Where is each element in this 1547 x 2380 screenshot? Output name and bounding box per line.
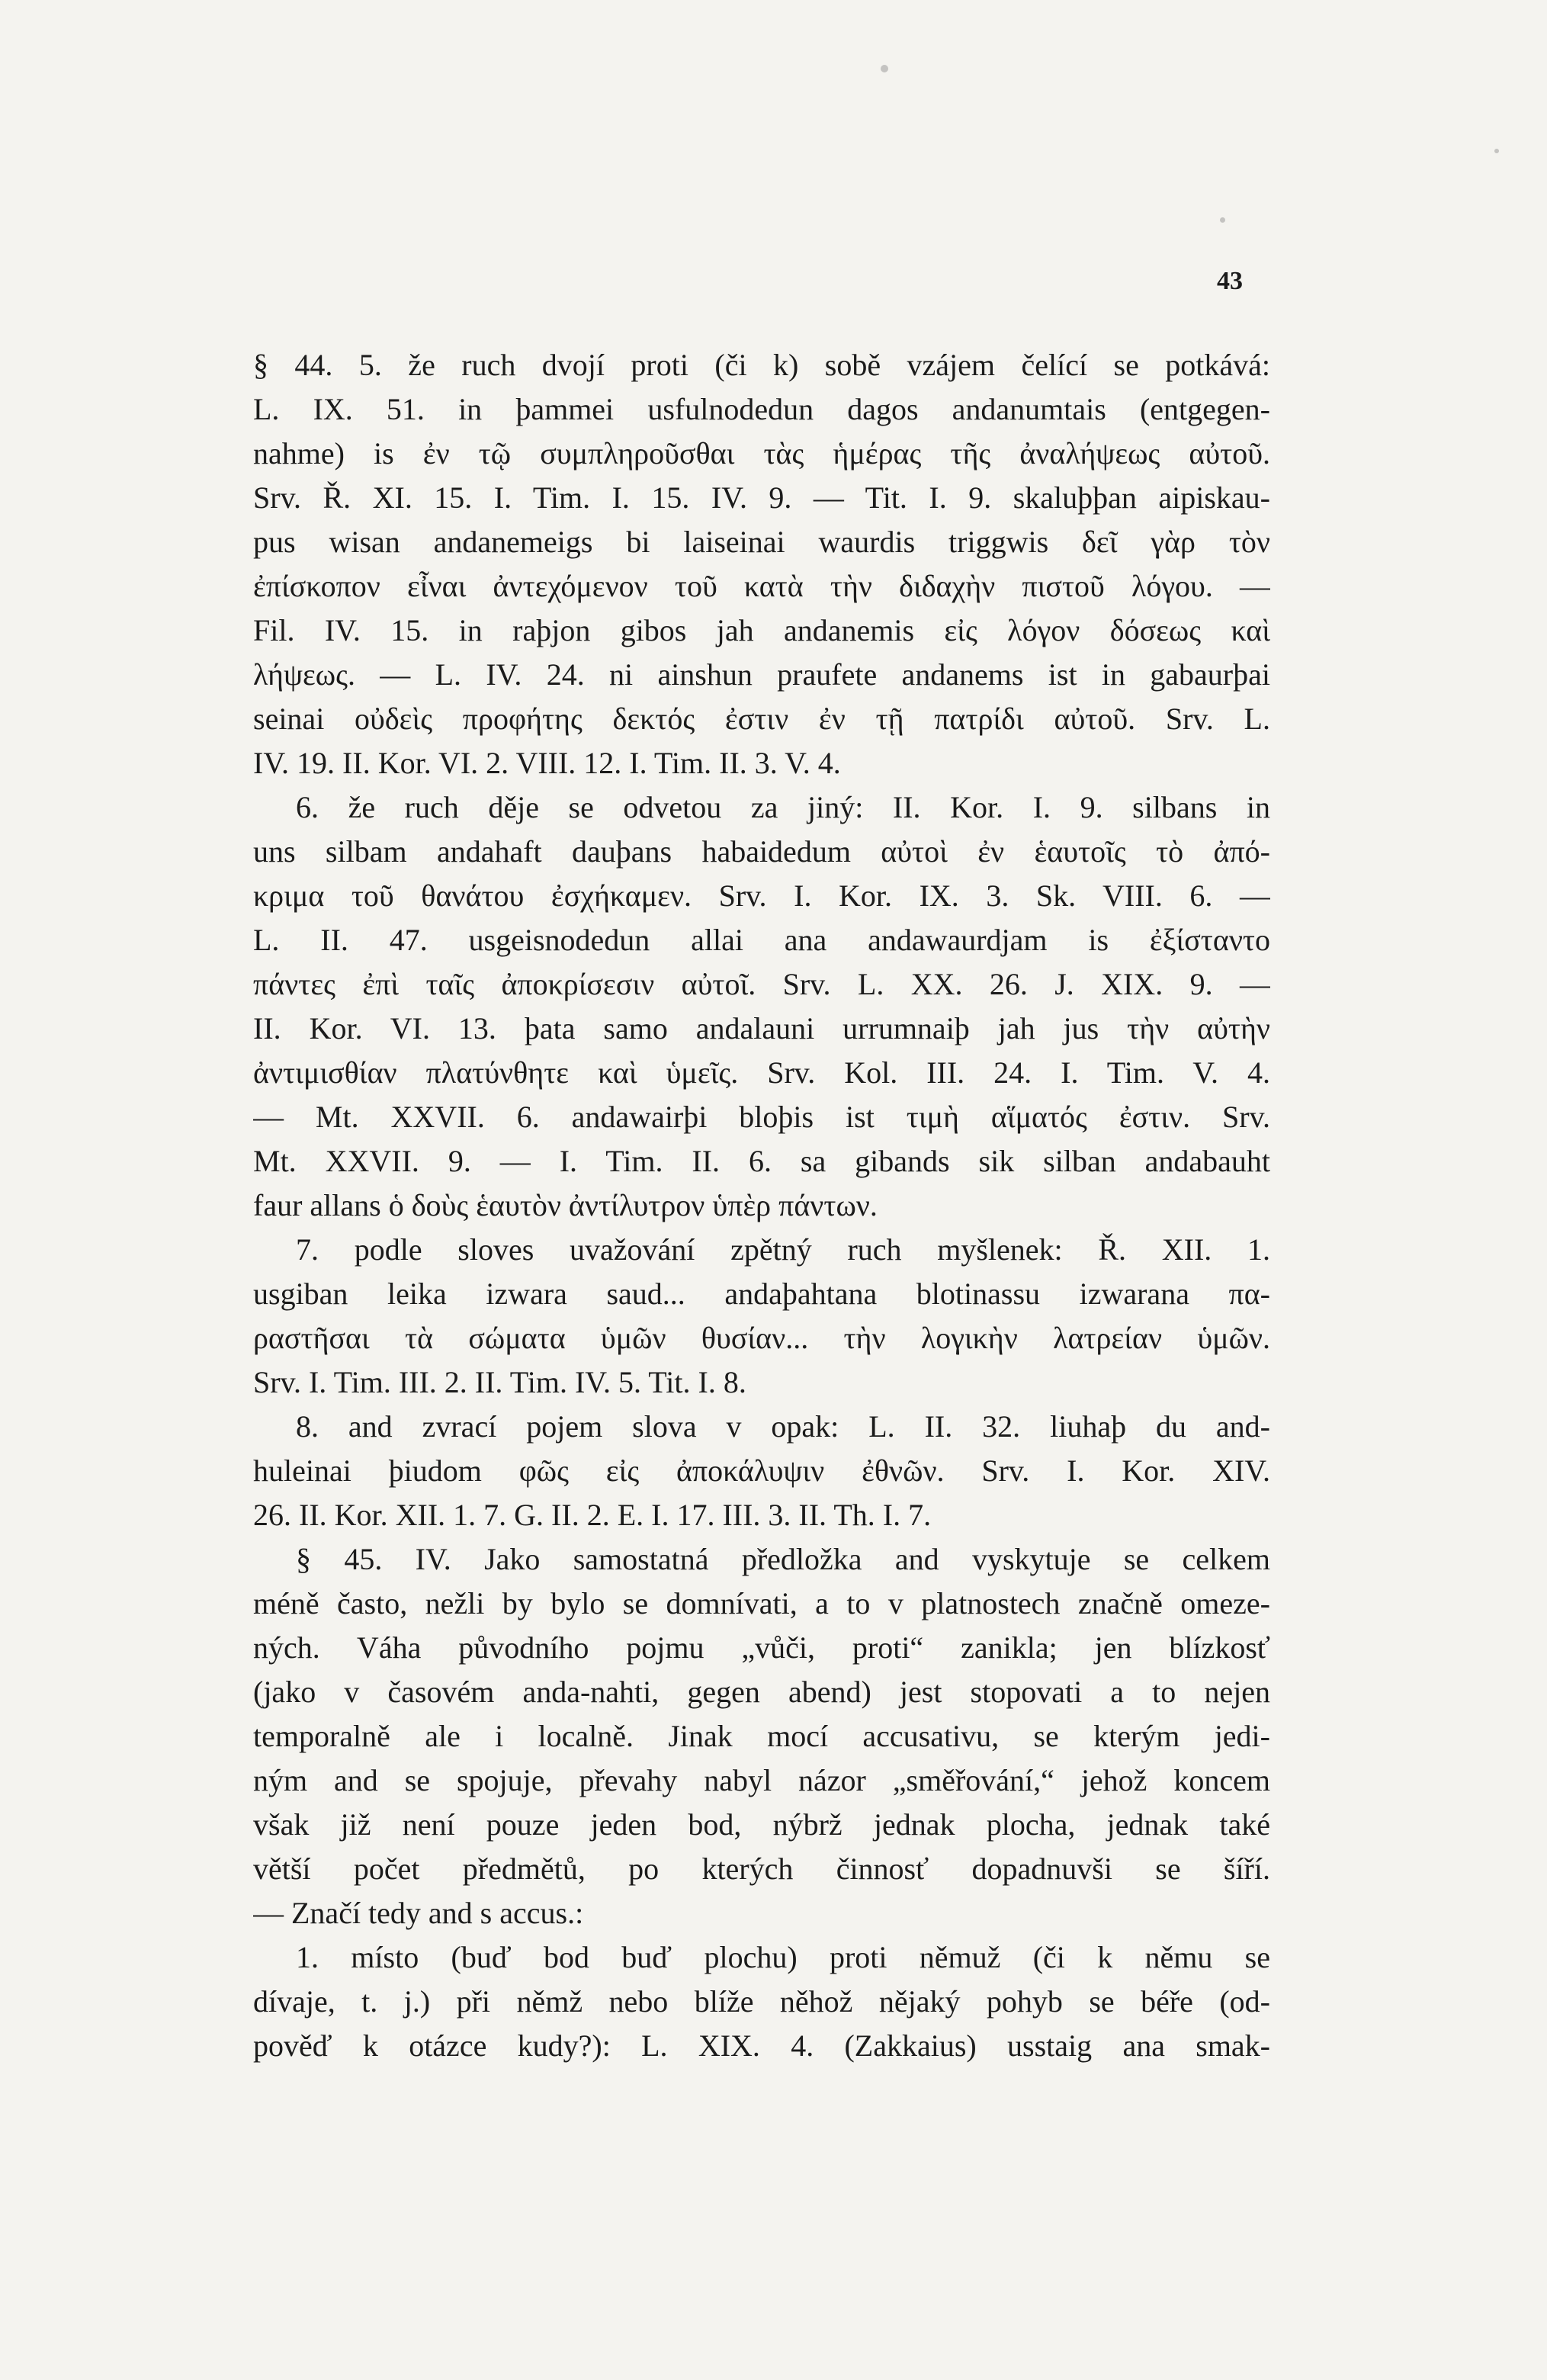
text-line: seinai οὐδεὶς προφήτης δεκτός ἐστιν ἐν τῇ πατρίδι αὐτοῦ. Srv. L. bbox=[253, 702, 1270, 736]
text-line: Mt. XXVII. 9. — I. Tim. II. 6. sa gibands sik silban andabauht bbox=[253, 1144, 1270, 1178]
text-line: Srv. Ř. XI. 15. I. Tim. I. 15. IV. 9. — Tit. I. 9. skaluþþan aipiskau- bbox=[253, 480, 1270, 515]
text-line: 7. podle sloves uvažování zpětný ruch myšlenek: Ř. XII. 1. bbox=[296, 1232, 1270, 1267]
text-line: ραστῆσαι τὰ σώματα ὑμῶν θυσίαν... τὴν λογικὴν λατρείαν ὑμῶν. bbox=[253, 1321, 1270, 1355]
body-text bbox=[253, 343, 1270, 2068]
text-line: 6. že ruch děje se odvetou za jiný: II. Kor. I. 9. silbans in bbox=[296, 790, 1270, 824]
text-line: § 44. 5. že ruch dvojí proti (či k) sobě vzájem čelící se potkává: bbox=[253, 348, 1270, 382]
text-line: však již není pouze jeden bod, nýbrž jednak plocha, jednak také bbox=[253, 1807, 1270, 1842]
text-line: 8. and zvrací pojem slova v opak: L. II. 32. liuhaþ du and- bbox=[296, 1409, 1270, 1444]
text-line: (jako v časovém anda-nahti, gegen abend) jest stopovati a to nejen bbox=[253, 1675, 1270, 1709]
text-line: nahme) is ἐν τῷ συμπληροῦσθαι τὰς ἡμέρας τῆς ἀναλήψεως αὐτοῦ. bbox=[253, 436, 1270, 471]
text-line: II. Kor. VI. 13. þata samo andalauni urrumnaiþ jah jus τὴν αὐτὴν bbox=[253, 1011, 1270, 1045]
text-line: pověď k otázce kudy?): L. XIX. 4. (Zakkaius) usstaig ana smak- bbox=[253, 2028, 1270, 2063]
text-line: — Mt. XXVII. 6. andawairþi bloþis ist τιμὴ αἵματός ἐστιν. Srv. bbox=[253, 1100, 1270, 1134]
text-line: ným and se spojuje, převahy nabyl názor „směřování,“ jehož koncem bbox=[253, 1763, 1270, 1797]
text-line: ἀντιμισθίαν πλατύνθητε καὶ ὑμεῖς. Srv. Kol. III. 24. I. Tim. V. 4. bbox=[253, 1055, 1270, 1090]
text-line: faur allans ὁ δοὺς ἑαυτὸν ἀντίλυτρον ὑπὲρ πάντων. bbox=[253, 1188, 878, 1222]
text-line: Srv. I. Tim. III. 2. II. Tim. IV. 5. Tit. I. 8. bbox=[253, 1365, 746, 1399]
section-heading-line: § 45. IV. Jako samostatná předložka and vyskytuje se celkem bbox=[296, 1542, 1270, 1576]
text-line: méně často, nežli by bylo se domnívati, a to v platnostech značně omeze- bbox=[253, 1586, 1270, 1620]
text-line: IV. 19. II. Kor. VI. 2. VIII. 12. I. Tim. II. 3. V. 4. bbox=[253, 746, 841, 780]
text-line: větší počet předmětů, po kterých činnosť dopadnuvši se šíří. bbox=[253, 1852, 1270, 1886]
text-line: — Značí tedy and s accus.: bbox=[253, 1896, 584, 1930]
text-line: 26. II. Kor. XII. 1. 7. G. II. 2. E. I. 17. III. 3. II. Th. I. 7. bbox=[253, 1498, 932, 1532]
paper-speck bbox=[1220, 217, 1225, 223]
page-number: 43 bbox=[1217, 267, 1243, 295]
text-line: κριμα τοῦ θανάτου ἐσχήκαμεν. Srv. I. Kor. IX. 3. Sk. VIII. 6. — bbox=[253, 878, 1270, 913]
text-line: dívaje, t. j.) při němž nebo blíže něhož nějaký pohyb se béře (od- bbox=[253, 1984, 1270, 2019]
text-line: usgiban leika izwara saud... andaþahtana blotinassu izwarana πα- bbox=[253, 1277, 1270, 1311]
text-line: uns silbam andahaft dauþans habaidedum αὐτοὶ ἐν ἑαυτοῖς τὸ ἀπό- bbox=[253, 834, 1270, 869]
text-line: L. II. 47. usgeisnodedun allai ana andawaurdjam is ἐξίσταντο bbox=[253, 923, 1270, 957]
text-line: ných. Váha původního pojmu „vůči, proti“ zanikla; jen blízkosť bbox=[253, 1630, 1270, 1665]
text-line: huleinai þiudom φῶς εἰς ἀποκάλυψιν ἐθνῶν. Srv. I. Kor. XIV. bbox=[253, 1453, 1270, 1488]
paper-speck bbox=[881, 65, 888, 72]
text-line: L. IX. 51. in þammei usfulnodedun dagos andanumtais (entgegen- bbox=[253, 392, 1270, 426]
text-line: pus wisan andanemeigs bi laiseinai waurdis triggwis δεῖ γὰρ τὸν bbox=[253, 525, 1270, 559]
text-line: 1. místo (buď bod buď plochu) proti němuž (či k němu se bbox=[296, 1940, 1270, 1974]
text-line: temporalně ale i localně. Jinak mocí accusativu, se kterým jedi- bbox=[253, 1719, 1270, 1753]
text-line: λήψεως. — L. IV. 24. ni ainshun praufete andanems ist in gabaurþai bbox=[253, 657, 1270, 692]
text-line: πάντες ἐπὶ ταῖς ἀποκρίσεσιν αὐτοῖ. Srv. L. XX. 26. J. XIX. 9. — bbox=[253, 967, 1270, 1001]
text-line: ἐπίσκοπον εἶναι ἀντεχόμενον τοῦ κατὰ τὴν διδαχὴν πιστοῦ λόγου. — bbox=[253, 569, 1270, 603]
paper-speck bbox=[1494, 149, 1499, 153]
text-line: Fil. IV. 15. in raþjon gibos jah andanemis εἰς λόγον δόσεως καὶ bbox=[253, 613, 1270, 647]
